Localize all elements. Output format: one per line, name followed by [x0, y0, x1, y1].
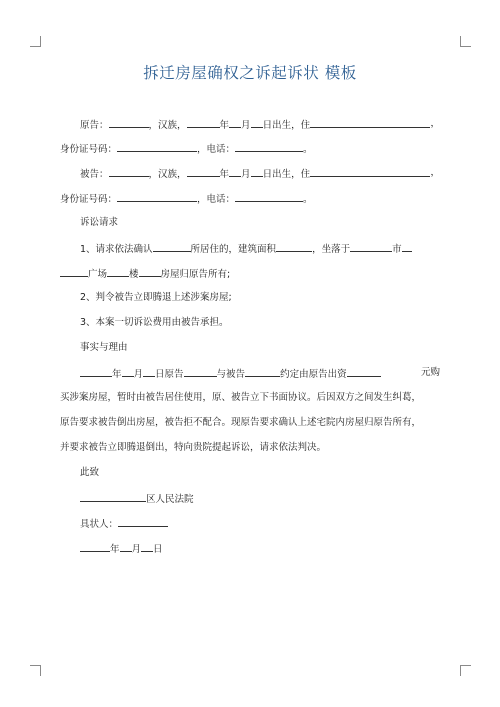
defendant-birth-month-blank[interactable]	[229, 166, 241, 177]
claim-3: 3、本案一切诉讼费用由被告承担。	[80, 317, 229, 328]
crop-mark-bottom-left	[30, 665, 41, 676]
defendant-name-blank[interactable]	[109, 166, 149, 177]
facts-plaintiff-blank[interactable]	[184, 366, 217, 377]
date-month-blank[interactable]	[120, 541, 132, 552]
crop-mark-top-left	[30, 36, 41, 47]
facts-month-blank[interactable]	[122, 366, 134, 377]
facts-line-2: 买涉案房屋，暂时由被告居住使用，原、被告立下书面协议。后因双方之间发生纠葛，	[60, 392, 422, 403]
claims-heading: 诉讼请求	[80, 217, 119, 228]
id-label: 身份证号码：	[60, 144, 118, 155]
facts-day-blank[interactable]	[143, 366, 155, 377]
defendant-phone-blank[interactable]	[235, 191, 303, 202]
plaintiff-birth-year-blank[interactable]	[187, 117, 220, 128]
plaintiff-id-line: 身份证号码： ，电话： 。	[60, 141, 313, 157]
signer-blank[interactable]	[118, 516, 168, 527]
claim1-district-blank[interactable]	[402, 241, 412, 252]
plaintiff-phone-blank[interactable]	[235, 141, 303, 152]
defendant-label: 被告：	[80, 169, 109, 180]
claim-1-continued: 广场 楼 房屋归原告所有;	[60, 266, 230, 282]
plaintiff-name-blank[interactable]	[109, 117, 149, 128]
facts-amount-blank[interactable]	[347, 366, 381, 377]
defendant-birth-day-blank[interactable]	[251, 166, 263, 177]
date-line: 年 月 日	[80, 541, 163, 557]
defendant-id-line: 身份证号码： ，电话： 。	[60, 191, 313, 207]
defendant-birth-year-blank[interactable]	[187, 166, 220, 177]
facts-line-3: 原告要求被告倒出房屋，被告拒不配合。现原告要求确认上述宅院内房屋归原告所有，	[60, 417, 422, 428]
crop-mark-top-right	[460, 36, 471, 47]
defendant-address-blank[interactable]	[310, 166, 430, 177]
facts-heading: 事实与理由	[80, 342, 128, 353]
date-day-blank[interactable]	[141, 541, 153, 552]
court-line: 区人民法院	[80, 491, 194, 507]
signer-line: 具状人：	[80, 516, 168, 532]
claim1-plaza-blank[interactable]	[60, 266, 88, 277]
closing-salutation: 此致	[80, 467, 100, 478]
claim-1-line: 1、请求依法确认 所居住的，建筑面积 ，坐落于 市	[80, 241, 412, 257]
facts-year-blank[interactable]	[80, 366, 112, 377]
claim1-area-blank[interactable]	[276, 241, 312, 252]
claim1-building-blank[interactable]	[107, 266, 129, 277]
claim1-unit-blank[interactable]	[139, 266, 161, 277]
claim1-party-blank[interactable]	[153, 241, 191, 252]
crop-mark-bottom-right	[460, 665, 471, 676]
claim-2: 2、判令被告立即腾退上述涉案房屋;	[80, 292, 232, 303]
facts-line-4: 并要求被告立即腾退倒出，特向贵院提起诉讼，请求依法判决。	[60, 442, 327, 453]
claim1-city-blank[interactable]	[350, 241, 392, 252]
plaintiff-id-blank[interactable]	[117, 141, 197, 152]
date-year-blank[interactable]	[80, 541, 110, 552]
plaintiff-address-blank[interactable]	[310, 117, 430, 128]
defendant-line: 被告： ，汉族， 年 月 日出生，住 ，	[80, 167, 440, 180]
plaintiff-label: 原告：	[80, 120, 109, 131]
defendant-id-blank[interactable]	[117, 191, 197, 202]
facts-defendant-blank[interactable]	[245, 366, 280, 377]
plaintiff-birth-day-blank[interactable]	[251, 117, 263, 128]
document-title: 拆迁房屋确权之诉起诉状 模板	[143, 64, 357, 82]
plaintiff-line: 原告： ，汉族， 年 月 日出生，住 ，	[80, 118, 440, 131]
facts-line-1: 年 月 日原告 与被告 约定由原告出资 元购	[60, 366, 440, 382]
court-district-blank[interactable]	[80, 491, 146, 502]
plaintiff-birth-month-blank[interactable]	[229, 117, 241, 128]
